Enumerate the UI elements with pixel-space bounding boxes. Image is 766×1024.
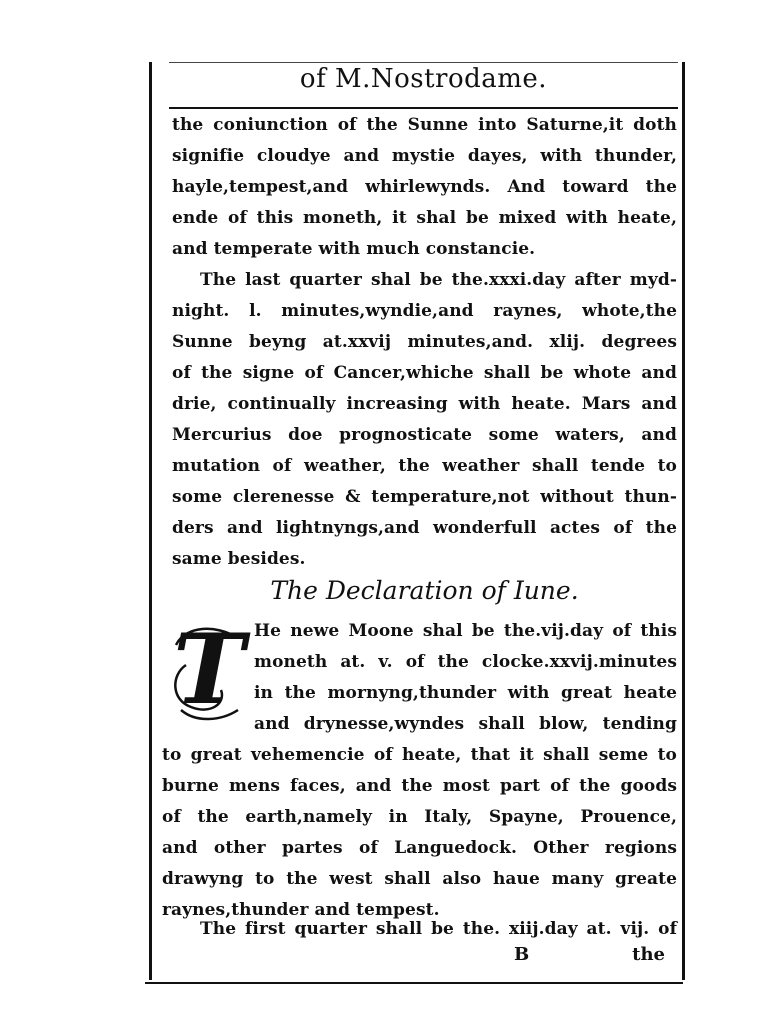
text-line: the coniunction of the Sunne into Saturne,it doth: [172, 115, 677, 135]
text-line: and temperate with much constancie.: [172, 239, 536, 259]
text-line: The first quarter shall be the. xiij.day at. vij. of: [200, 919, 677, 939]
text-line: of the earth,namely in Italy, Spayne, Prouence,: [162, 807, 677, 827]
text-line: burne mens faces, and the most part of the goods: [162, 776, 677, 796]
paragraph-2: [172, 265, 677, 575]
text-line: to great vehemencie of heate, that it shall seme to: [162, 745, 677, 765]
text-line: mutation of weather, the weather shall tende to: [172, 456, 677, 476]
text-line: of the signe of Cancer,whiche shall be whote and: [172, 363, 677, 383]
text-line: some clerenesse & temperature,not without thun-: [172, 487, 677, 507]
paragraph-1: [172, 110, 677, 265]
text-line: and drynesse,wyndes shall blow, tending: [254, 714, 677, 734]
text-line: same besides.: [172, 549, 306, 569]
page-footer: [172, 944, 677, 974]
paragraph-3-indented: [254, 616, 677, 740]
signature-mark: B: [514, 944, 530, 965]
paragraph-3-full: [162, 740, 677, 926]
text-line: He newe Moone shal be the.vij.day of this: [254, 621, 677, 641]
text-line: The last quarter shal be the.xxxi.day after myd-: [200, 270, 677, 290]
text-line: ders and lightnyngs,and wonderfull actes of the: [172, 518, 677, 538]
text-line: raynes,thunder and tempest.: [162, 900, 440, 920]
dropcap-initial: [166, 615, 252, 725]
text-line: in the mornyng,thunder with great heate: [254, 683, 677, 703]
bottom-rule: [145, 982, 683, 984]
dropcap-letter: T: [173, 613, 245, 726]
section-heading: The Declaration of Iune.: [270, 576, 579, 605]
text-line: signifie cloudye and mystie dayes, with thunder,: [172, 146, 677, 166]
text-line: and other partes of Languedock. Other regions: [162, 838, 677, 858]
text-line: Mercurius doe prognosticate some waters, and: [172, 425, 677, 445]
header-rule: [169, 107, 678, 109]
text-line: moneth at. v. of the clocke.xxvij.minutes: [254, 652, 677, 672]
text-line: hayle,tempest,and whirlewynds. And toward the: [172, 177, 677, 197]
text-line: drawyng to the west shall also haue many greate: [162, 869, 677, 889]
text-line: ende of this moneth, it shal be mixed with heate,: [172, 208, 677, 228]
text-line: drie, continually increasing with heate. Mars and: [172, 394, 677, 414]
text-line: night. l. minutes,wyndie,and raynes, whote,the: [172, 301, 677, 321]
text-line: Sunne beyng at.xxvij minutes,and. xlij. degrees: [172, 332, 677, 352]
top-rule: [169, 62, 678, 63]
running-head: of M.Nostrodame.: [299, 64, 548, 94]
paragraph-4: [172, 914, 677, 945]
catchword: the: [632, 944, 665, 965]
